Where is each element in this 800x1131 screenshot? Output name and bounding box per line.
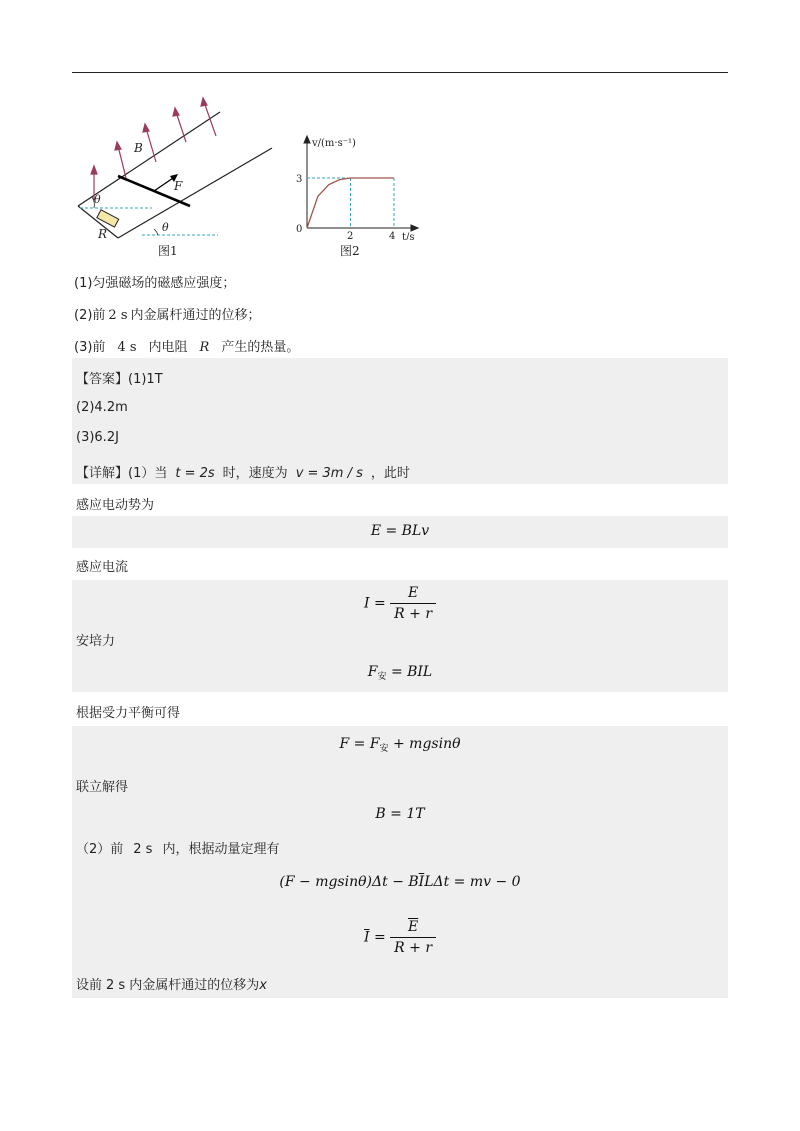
intro-v: v = 3m / s (295, 466, 363, 481)
intro-t: t = 2s (175, 466, 215, 481)
solve-label: 联立解得 (76, 780, 129, 795)
current-label: 感应电流 (76, 560, 129, 575)
balance-lhs: F = F (339, 736, 380, 752)
answer-3: (3)6.2J (76, 430, 119, 445)
q3-suffix: 产生的热量。 (221, 340, 300, 355)
detail-intro-b: 时，速度为 (222, 466, 288, 481)
current-fraction (390, 584, 436, 623)
figure-1-caption: 图1 (158, 244, 178, 258)
avg-eq-sign: = (373, 929, 386, 946)
q2-value: 2 s (108, 308, 128, 323)
q3-var: R (199, 340, 210, 355)
solve-equation (72, 806, 728, 822)
avg-den: R + r (394, 940, 433, 956)
answer-2: (2)4.2m (76, 400, 128, 415)
current-den: R + r (394, 606, 433, 622)
ampere-lhs: F (367, 664, 378, 680)
field-line (204, 102, 216, 136)
rail-bottom (118, 148, 272, 238)
average-current-equation (72, 918, 728, 957)
figure-2-chart (290, 128, 430, 240)
label-b: B (134, 141, 143, 155)
answer-tag: 【答案】 (76, 372, 129, 387)
figure-1-diagram (72, 96, 282, 252)
disp-b: 内金属杆通过的位移为 (129, 978, 260, 993)
y-axis-label: v/(m·s⁻¹) (312, 138, 356, 149)
balance-equation (72, 736, 728, 754)
balance-band (72, 726, 728, 998)
avg-fraction (390, 918, 436, 957)
label-theta-top: θ (94, 193, 101, 206)
disp-var: x (259, 978, 267, 993)
x-tick-label-2: 2 (347, 231, 354, 240)
momentum-a: (F − mgsinθ)Δt − B (279, 874, 419, 890)
x-axis-label: t/s (402, 232, 415, 240)
current-num: E (390, 584, 436, 604)
emf-label: 感应电动势为 (76, 498, 155, 513)
resistor-r (97, 210, 119, 227)
figure-2-caption: 图2 (340, 244, 360, 258)
detail-intro-a: (1）当 (128, 466, 168, 481)
avg-lhs: $\overline{I}$ (363, 929, 370, 946)
answer-line-1 (76, 368, 163, 387)
origin-label: 0 (296, 224, 303, 235)
detail-intro-c: ，此时 (370, 466, 410, 481)
part2-b: 内，根据动量定理有 (162, 842, 280, 857)
angle-arc-bottom (154, 229, 158, 235)
label-r: R (98, 227, 108, 241)
momentum-b: LΔt = mv − 0 (424, 874, 521, 890)
avg-num: $\overline{E}$ (390, 918, 436, 938)
label-f: F (174, 179, 183, 193)
question-2 (74, 304, 261, 323)
ampere-equation (72, 664, 728, 682)
ampere-label: 安培力 (76, 634, 116, 649)
x-tick-label-4: 4 (389, 231, 396, 240)
label-theta-bottom: θ (162, 221, 169, 234)
current-equation (72, 584, 728, 623)
disp-val: 2 s (106, 978, 126, 993)
q3-value: 4 s (117, 340, 137, 355)
answer-1: (1)1T (128, 372, 163, 387)
field-line (146, 128, 156, 162)
ampere-sub: 安 (377, 672, 387, 682)
part2-val: 2 s (133, 842, 153, 857)
q3-prefix: (3)前 (74, 340, 106, 355)
rail-top (78, 112, 220, 206)
part2-a: （2）前 (76, 842, 124, 857)
header-rule (72, 72, 728, 73)
solve-eq-text: B = 1T (375, 806, 425, 822)
detail-intro (76, 462, 410, 481)
field-line (118, 146, 126, 178)
question-3 (74, 336, 299, 355)
disp-a: 设前 (76, 978, 103, 993)
emf-eq-text: E = BLv (370, 523, 430, 539)
balance-label: 根据受力平衡可得 (76, 706, 181, 721)
momentum-equation (72, 874, 728, 890)
y-tick-label: 3 (296, 174, 303, 185)
emf-equation (72, 523, 728, 539)
part-2-intro (76, 838, 279, 857)
balance-sub: 安 (379, 744, 389, 754)
detail-tag: 【详解】 (76, 466, 129, 481)
q3-mid: 内电阻 (148, 340, 188, 355)
q2-suffix: 内金属杆通过的位移； (130, 308, 261, 323)
displacement-label (76, 974, 267, 993)
ampere-rhs: = BIL (390, 664, 433, 680)
balance-rhs: + mgsinθ (393, 736, 461, 752)
momentum-bar: $\overline{I}$ (418, 874, 425, 890)
current-lhs: I = (363, 595, 386, 612)
q2-prefix: (2)前 (74, 308, 106, 323)
question-1: (1)匀强磁场的磁感应强度； (74, 276, 236, 291)
